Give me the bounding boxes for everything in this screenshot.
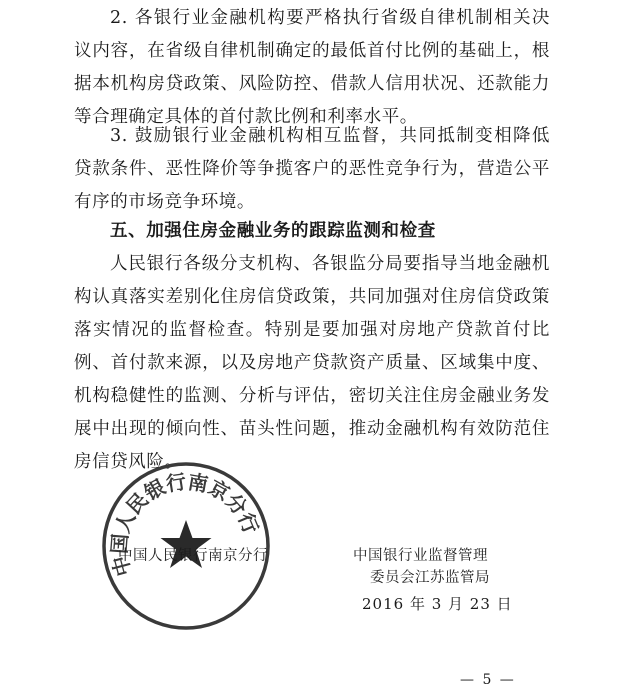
paragraph-item-3: 3. 鼓励银行业金融机构相互监督，共同抵制变相降低贷款条件、恶性降价等争揽客户的恶性竞争行为，营造公平有序的市场竞争环境。 (74, 126, 550, 212)
page-number: — 5 — (460, 672, 516, 688)
signature-left: 中国人民银行南京分行 (118, 548, 268, 564)
signature-right-line-1: 中国银行业监督管理 (353, 548, 488, 564)
section-heading: 五、加强住房金融业务的跟踪监测和检查 (110, 221, 436, 241)
signature-date: 2016 年 3 月 23 日 (362, 595, 513, 613)
seal-text: 中国人民银行南京分行 (106, 469, 264, 579)
paragraph-item-2: 2. 各银行业金融机构要严格执行省级自律机制相关决议内容，在省级自律机制确定的最低首付比例的基础上，根据本机构房贷政策、风险防控、借款人信用状况、还款能力等合理确定具体的首付款比例和利率水平。 (74, 8, 550, 127)
section-body: 人民银行各级分支机构、各银监分局要指导当地金融机构认真落实差别化住房信贷政策，共同加强对住房信贷政策落实情况的监督检查。特别是要加强对房地产贷款首付比例、首付款来源，以及房地产贷款资产质量、区域集中度、机构稳健性的监测、分析与评估，密切关注住房金融业务发展中出现的倾向性、苗头性问题，推动金融机构有效防范住房信贷风险。 (74, 254, 550, 472)
signature-right-line-2: 委员会江苏监管局 (370, 570, 490, 586)
